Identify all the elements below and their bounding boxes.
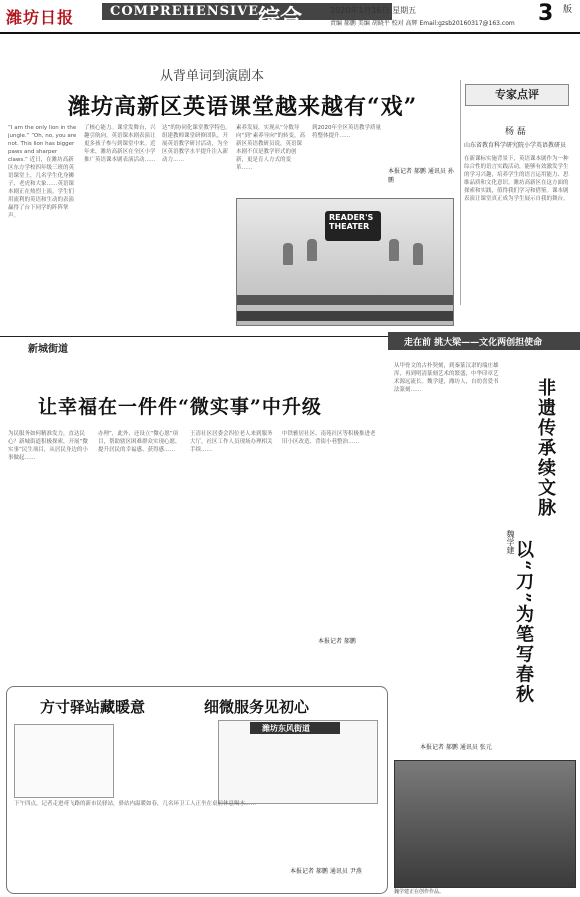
page-suffix: 版 [561,4,571,13]
top-story-col1: “I am the only lion in the jungle.” “Oh, no, you are not. This lion has bigger paws and sharper claws.” 近日，在潍坊高新区东方学校四年级三班的英语课堂上，几名学生化身狮子、老虎和大象……英语课本剧正在热烈上演。学生们用流利的英语和生动的表演赢得了台下同学的阵阵掌声。 [8,125,77,219]
section2-col3: 王清社区居委会四位老人来到服务大厅，社区工作人员现场办理相关手续…… [190,431,273,453]
feature-byline: 本报记者 郝鹏 通讯员 张元 [420,744,492,751]
feature-title: 非遗传承续文脉 [535,378,556,518]
section-divider [0,336,388,337]
student-figure [413,243,423,265]
top-story-byline: 本报记者 郝鹏 通讯员 孙鹏 [388,168,454,184]
top-story-subtitle: 从背单词到演剧本 [160,69,265,84]
paper-name: 潍坊日报 [6,8,75,27]
section2-col2: 办理”，此外，还设立“微心愿”项目，帮助辖区困难群众实现心愿，提升居民的幸福感、获得感…… [98,431,181,453]
desk-row [237,311,453,321]
desk-row [237,295,453,305]
feature-header: 走在前 挑大梁——文化两创担使命 [404,338,543,348]
top-story-col5: 到2020年全区英语教学质量将整体提升…… [312,125,381,139]
classroom-photo [236,198,454,326]
issue-date: 2020年1月16日 星期五 [330,6,417,15]
student-figure [307,239,317,261]
top-story-col3: 达”的协同化课堂教学特色。组建教师课堂研修团队，开展英语教学研讨活动，为全区英语教学水平提升注入新动力…… [162,125,231,163]
station-sketch-illustration [14,724,114,798]
box-story-body: 下午四点，记者走进鸢飞路的新市民驿站，驿站内温暖如春，几名环卫工人正坐在桌前休息喝水…… [14,801,257,807]
box-story-headline-b: 细微服务见初心 [204,698,310,716]
page-number: 3 [538,1,554,26]
student-figure [283,243,293,265]
expert-organization: 山东省教育科学研究院小学英语教研员 [464,142,567,149]
feature-body: 从甲骨文的古朴契刻，到秦篆汉隶的端庄雄浑，再到明清篆刻艺术的繁盛，中华印章艺术源远流长。魏学建，潍坊人，自幼喜爱书法篆刻…… [394,363,499,393]
contact-line: 责编 郝鹏 美编 胡晓平 校对 高辉 Email:gzsb20160317@163.com [330,20,515,27]
top-story-headline: 潍坊高新区英语课堂越来越有“戏” [68,94,418,120]
box-story-byline: 本报记者 郝鹏 通讯员 尹燕 [290,868,362,875]
box-story-headline-a: 方寸驿站藏暖意 [40,698,146,716]
expert-commentary-title: 专家点评 [465,84,569,106]
station-sign-text: 潍坊东风街道 [262,724,310,733]
expert-name: 杨 磊 [505,127,526,137]
feature-subtitle: 以“刀”为笔写春秋 [513,540,534,705]
section-chinese: 综合 [258,6,303,31]
student-figure [389,239,399,261]
section2-col1: 为民服务如何精准发力，直达民心？新城街道积极探索，开展“微实事”民生项目，从居民身边的小事做起…… [8,431,88,461]
section2-col4: 中铁雅居社区、南苑社区等积极推进老旧小区改造、背街小巷整治…… [282,431,376,445]
artist-photo [394,760,576,888]
section2-headline: 让幸福在一件件“微实事”中升级 [38,396,322,418]
top-story-col4: 素养发展，实现从“分数导向”到“素养导向”的转变。高新区英语教研员说，英语课本剧不仅是教学形式的创新，更是育人方式的变革…… [236,125,306,171]
top-story-col2: 了核心能力。课堂发舞台，兴趣引航向。英语课本剧表演让更多孩子参与到课堂中来。近年来，潍坊高新区在全区小学推广英语课本剧表演活动…… [84,125,156,163]
photo-caption: 魏学建正在创作作品。 [394,889,445,895]
board-text: READER'S THEATER [329,213,374,231]
feature-author: 魏学建 [506,530,515,554]
section-english: COMPREHENSIVE [110,4,260,19]
section-label: 新城街道 [28,344,68,355]
section2-byline: 本报记者 郝鹏 [318,638,356,645]
expert-body: 在新课标实施背景下，英语课本剧作为一种综合性的语言实践活动，能够有效激发学生的学习兴趣，培养学生的语言运用能力、思维品质和文化意识。潍坊高新区在这方面的探索和实践，值得我们学习和借鉴。课本剧表演让课堂真正成为学生展示自我的舞台。 [464,156,569,202]
